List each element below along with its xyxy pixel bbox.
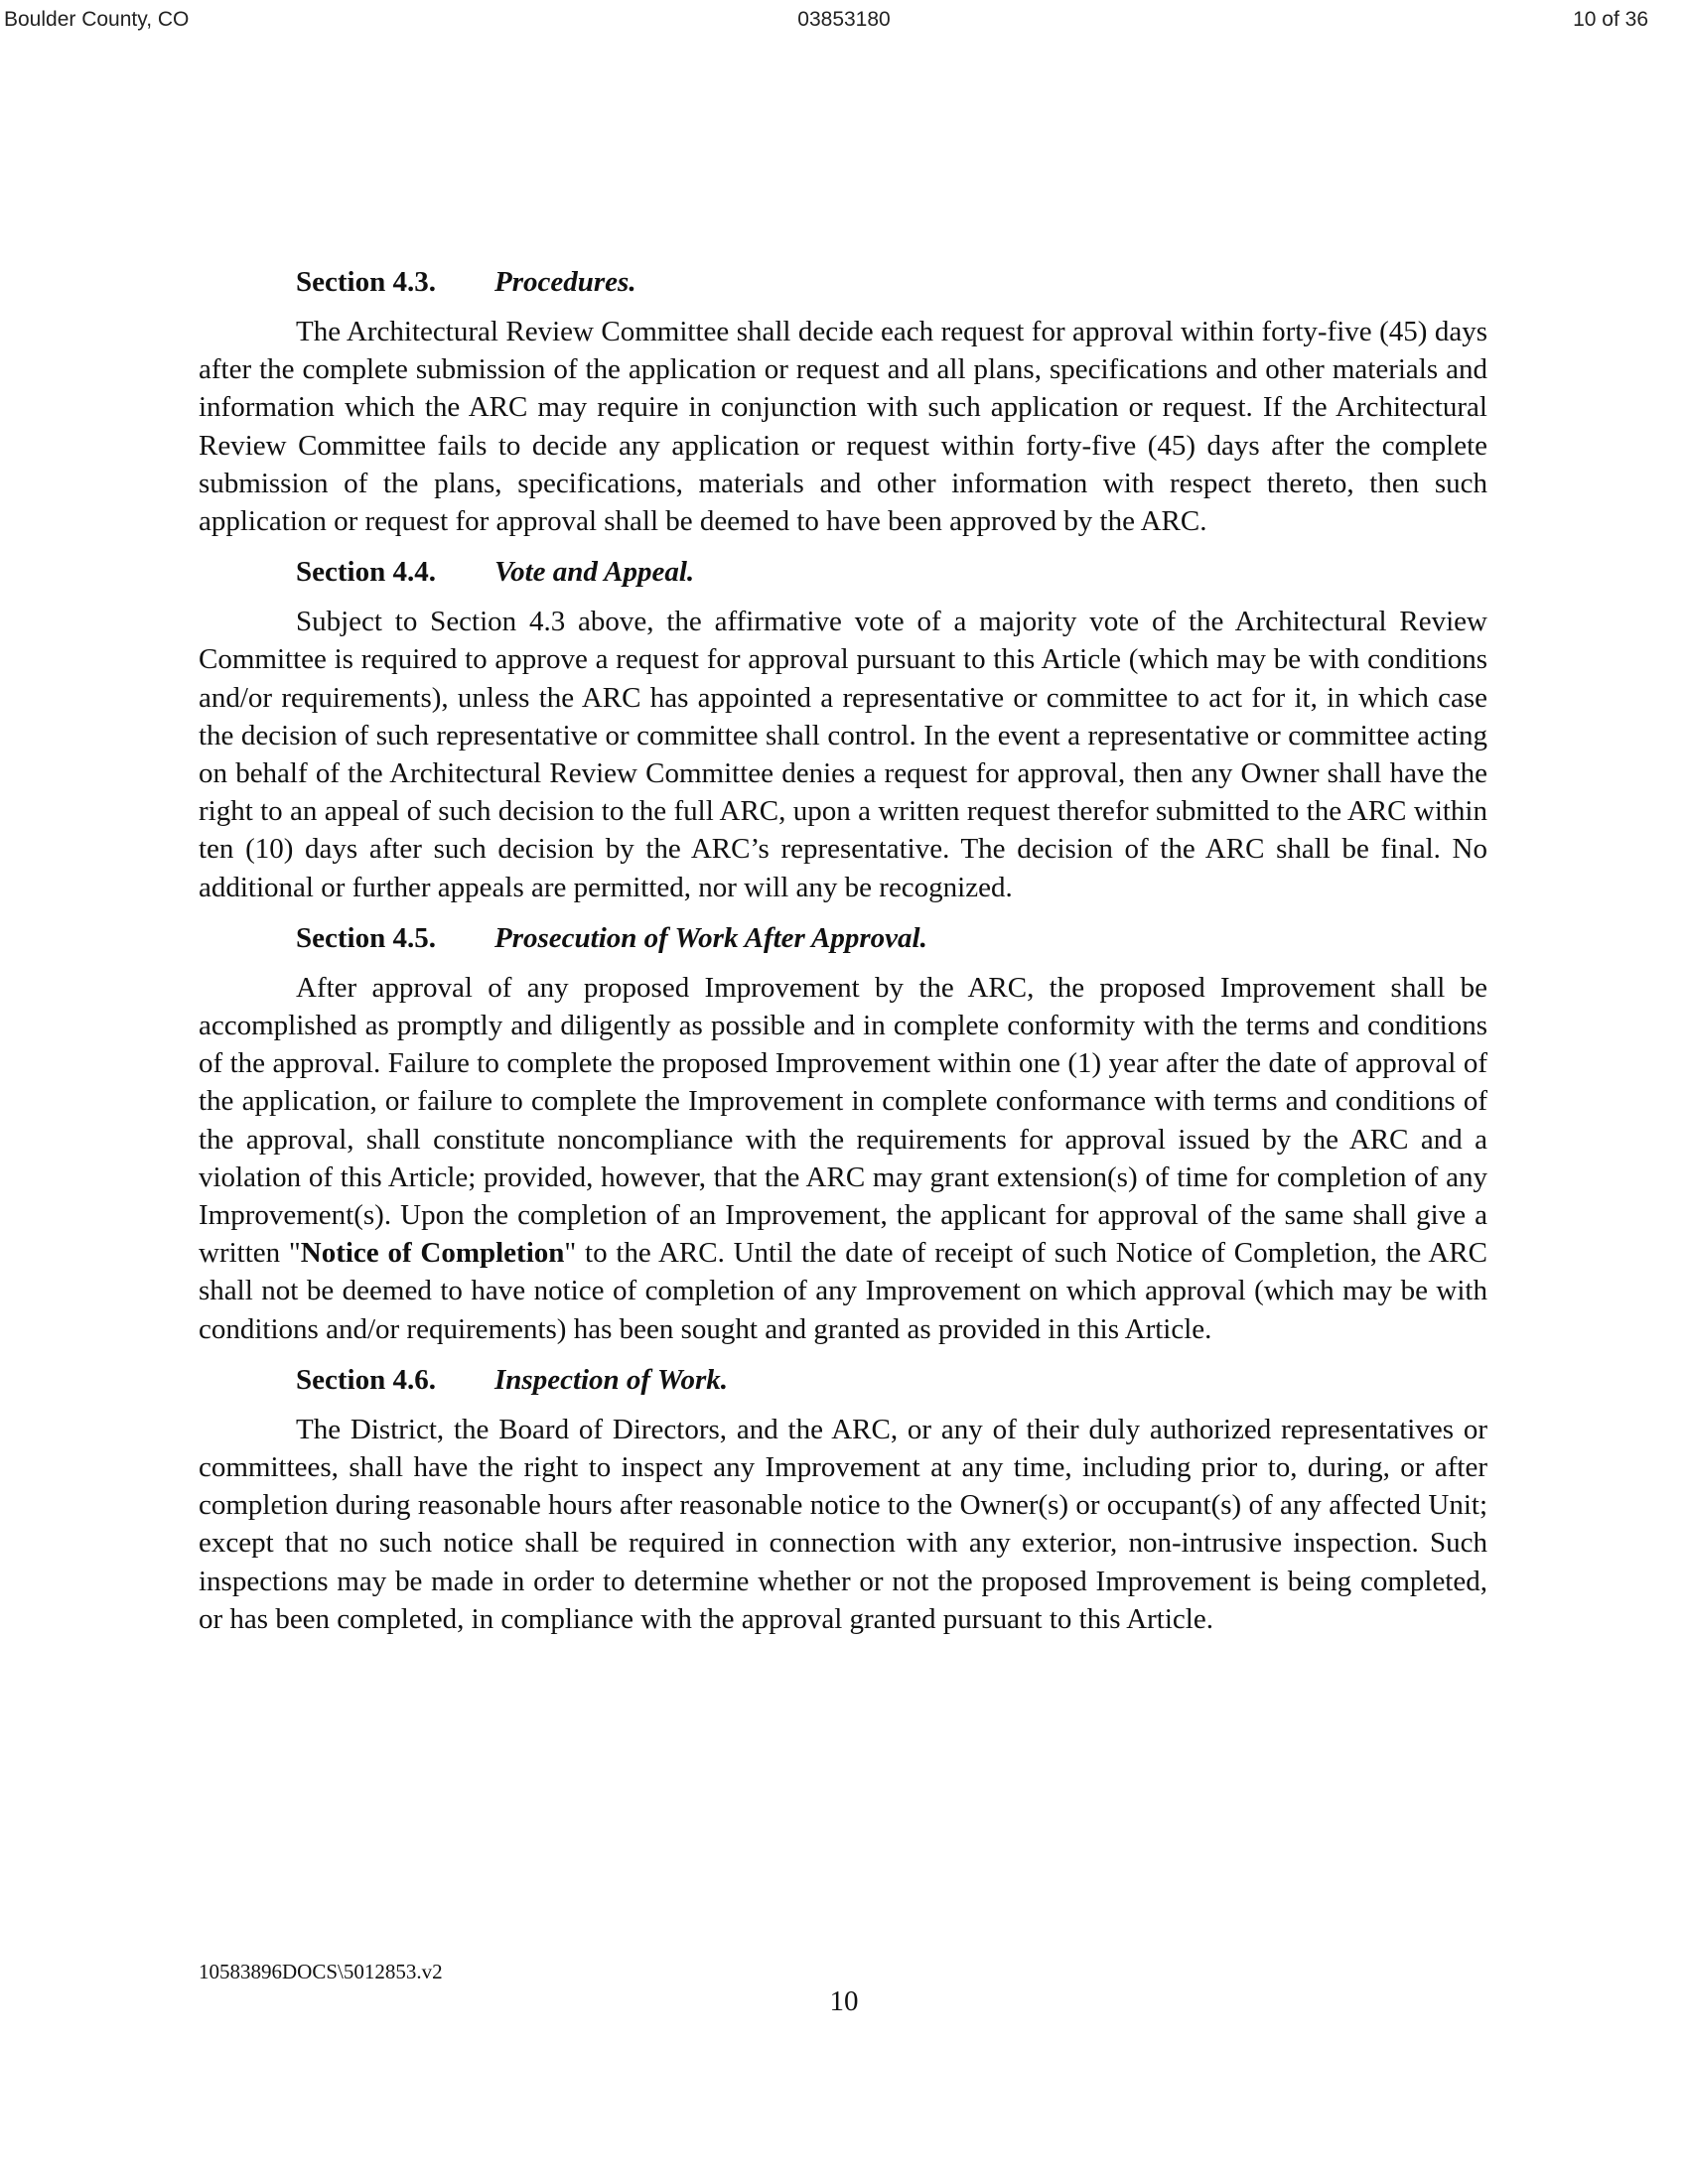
- page-header: [0, 8, 1688, 38]
- document-body: [199, 263, 1487, 1651]
- section-number: Section 4.3.: [296, 266, 436, 298]
- section-4-3-text: The Architectural Review Committee shall decide each request for approval within forty-five (45) days after the complete submission of the application or request and all plans, specifications and other materials and information which the ARC may require in conjunction with such application or request. If the Architectural Review Committee fails to decide any application or request within forty-five (45) days after the complete submission of the plans, specifications, materials and other information with respect thereto, then such application or request for approval shall be deemed to have been approved by the ARC.: [199, 316, 1487, 538]
- section-title: Inspection of Work.: [494, 1363, 728, 1396]
- section-4-5-text-after: " to the ARC. Until the date of receipt of such Notice of Completion, the ARC shall not be deemed to have notice of completion of any Improvement on which approval (which may be with conditions and/or requirements) has been sought and granted as provided in this Article.: [199, 1237, 1487, 1345]
- defined-term: Notice of Completion: [300, 1237, 565, 1270]
- section-number: Section 4.5.: [296, 921, 436, 954]
- section-4-5-text: [199, 969, 1487, 1348]
- section-4-6-text: The District, the Board of Directors, and the ARC, or any of their duly authorized representatives or committees, shall have the right to inspect any Improvement at any time, including prior to, during, or after completion during reasonable hours after reasonable notice to the Owner(s) or occupant(s) of any affected Unit; except that no such notice shall be required in connection with any exterior, non-intrusive inspection. Such inspections may be made in order to determine whether or not the proposed Improvement is being completed, or has been completed, in compliance with the approval granted pursuant to this Article.: [199, 1413, 1487, 1635]
- section-number: Section 4.4.: [296, 556, 436, 589]
- section-title: Procedures.: [494, 266, 636, 298]
- section-4-4-heading: [199, 553, 1487, 591]
- county-label: Boulder County, CO: [4, 8, 190, 31]
- section-4-3-heading: [199, 263, 1487, 301]
- reception-number: 03853180: [797, 8, 891, 31]
- document-id: 10583896DOCS\5012853.v2: [199, 1960, 443, 1983]
- section-4-4-text: Subject to Section 4.3 above, the affirmative vote of a majority vote of the Architectural Review Committee is required to approve a request for approval pursuant to this Article (which may be with conditions and/or requirements), unless the ARC has appointed a representative or committee to act for it, in which case the decision of such representative or committee shall control. In the event a representative or committee acting on behalf of the Architectural Review Committee denies a request for approval, then any Owner shall have the right to an appeal of such decision to the full ARC, upon a written request therefor submitted to the ARC within ten (10) days after such decision by the ARC’s representative. The decision of the ARC shall be final. No additional or further appeals are permitted, nor will any be recognized.: [199, 606, 1487, 903]
- page-number: 10: [829, 1985, 859, 2017]
- section-title: Prosecution of Work After Approval.: [494, 921, 927, 954]
- section-number: Section 4.6.: [296, 1363, 436, 1396]
- section-title: Vote and Appeal.: [494, 556, 695, 589]
- section-4-5-text-before: After approval of any proposed Improvement by the ARC, the proposed Improvement shall be accomplished as promptly and diligently as possible and in complete conformity with the terms and conditions of the approval. Failure to complete the proposed Improvement within one (1) year after the date of approval of the application, or failure to complete the Improvement in complete conformance with terms and conditions of the approval, shall constitute noncompliance with the requirements for approval issued by the ARC and a violation of this Article; provided, however, that the ARC may grant extension(s) of time for completion of any Improvement(s). Upon the completion of an Improvement, the applicant for approval of the same shall give a written ": [199, 971, 1487, 1270]
- section-4-6-heading: [199, 1361, 1487, 1399]
- page-count: 10 of 36: [1573, 8, 1648, 31]
- section-4-5-heading: [199, 919, 1487, 957]
